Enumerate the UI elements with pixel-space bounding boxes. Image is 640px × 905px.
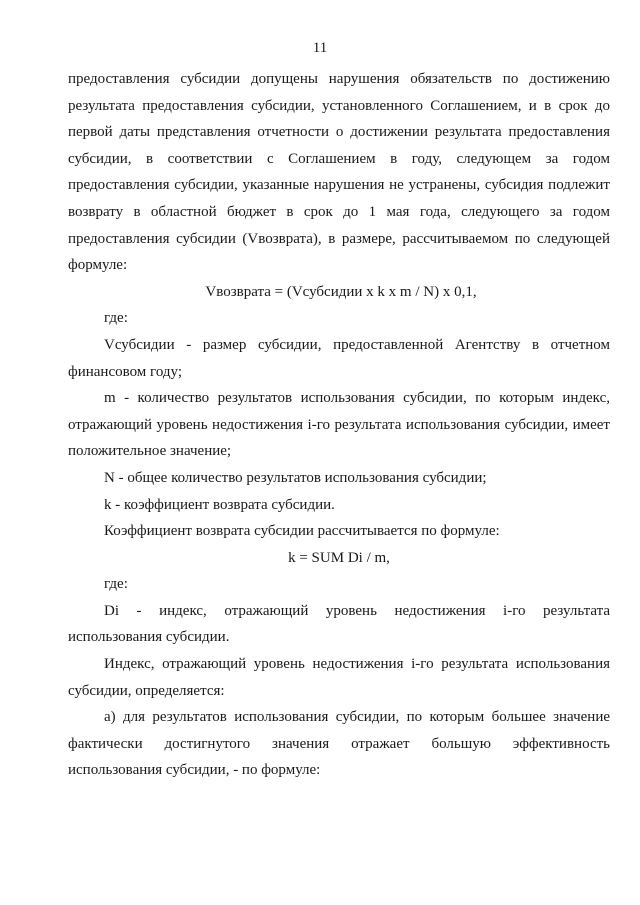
definition-k: k - коэффициент возврата субсидии. (104, 496, 335, 513)
definition-vsubsidy: Vсубсидии - размер субсидии, предоставленной Агентству в отчетном финансовом году; (68, 336, 610, 380)
index-intro: Индекс, отражающий уровень недостижения i-го результата использования субсидии, определяется: (68, 656, 610, 699)
coefficient-intro: Коэффициент возврата субсидии рассчитывается по формуле: (104, 523, 500, 540)
where-label-1: где: (104, 310, 128, 327)
where-label-2: где: (104, 576, 128, 593)
definition-m: m - количество результатов использования субсидии, по которым индекс, отражающий уровень недостижения i-го результата использования субсидии, имеет положительное значение; (68, 390, 610, 460)
document-body (68, 66, 610, 784)
formula-return-amount: Vвозврата = (Vсубсидии x k x m / N) x 0,1, (205, 283, 477, 300)
item-a: а) для результатов использования субсидии, по которым большее значение фактически достигнутого значения отражает большую эффективность использования субсидии, - по формуле: (68, 709, 610, 779)
definition-n: N - общее количество результатов использования субсидии; (104, 469, 487, 486)
paragraph-return-condition: предоставления субсидии допущены нарушения обязательств по достижению результата предоставления субсидии, установленного Соглашением, и в срок до первой даты представления отчетности о достижении результата предоставления субсидии, в соответствии с Соглашением в году, следующем за годом предоставления субсидии, указанные нарушения не устранены, субсидия подлежит возврату в областной бюджет в срок до 1 мая года, следующего за годом предоставления субсидии (Vвозврата), в размере, рассчитываемом по следующей формуле: (68, 71, 610, 274)
definition-di: Di - индекс, отражающий уровень недостижения i-го результата использования субсидии. (68, 602, 610, 646)
formula-coefficient: k = SUM Di / m, (288, 549, 390, 566)
page-number: 11 (312, 40, 328, 56)
